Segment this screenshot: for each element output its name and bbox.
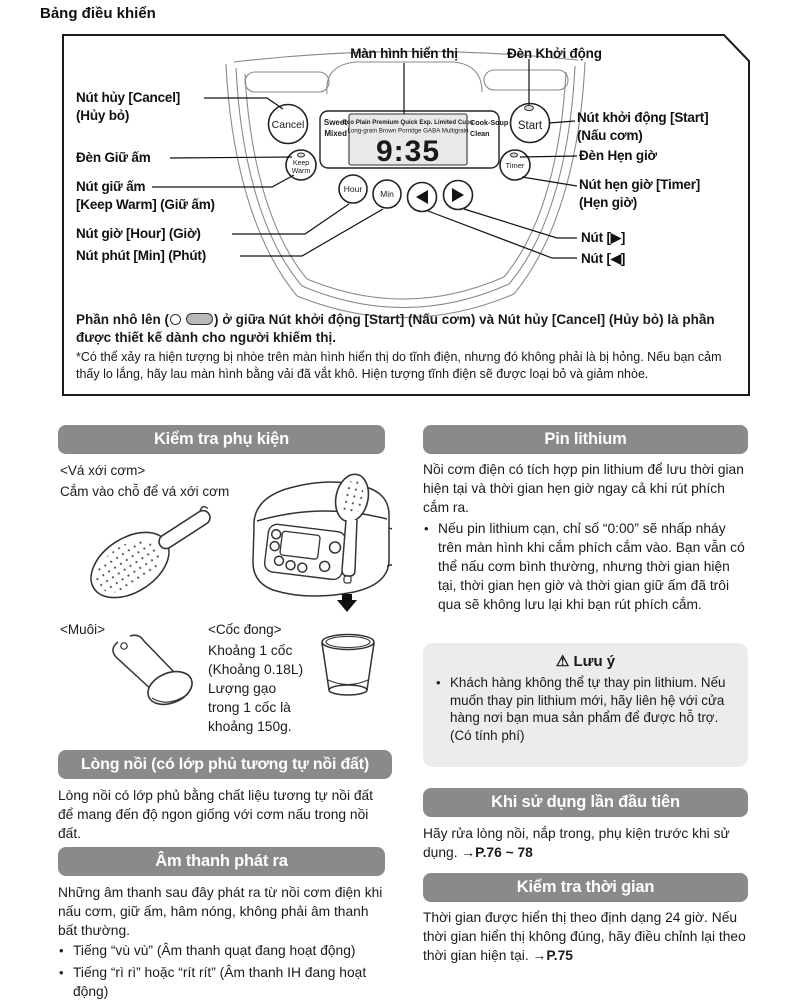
ladle-label: <Muôi> bbox=[60, 622, 106, 637]
start-led bbox=[525, 106, 534, 111]
time-check-body bbox=[423, 908, 750, 965]
label-start-button bbox=[577, 109, 708, 145]
page-title: Bảng điều khiển bbox=[40, 5, 156, 22]
diagram-note-small: *Có thể xảy ra hiện tượng bị nhòe trên màn hình hiển thị do tĩnh điện, nhưng đó không phải là bị hỏng. Nếu bạn cảm thấy lo lắng, hãy lau màn hình bằng vải đã vắt khô. Hiện tượng tĩnh điện sẽ được loại bỏ và giảm nhòe. bbox=[76, 350, 722, 381]
label-keep-warm-lamp: Đèn Giữ ấm bbox=[76, 150, 151, 165]
label-hour-button: Nút giờ [Hour] (Giờ) bbox=[76, 226, 201, 241]
label-timer-line2: (Hẹn giờ) bbox=[579, 195, 638, 210]
raised-dot-circle-icon bbox=[170, 314, 181, 325]
cancel-button-text: Cancel bbox=[271, 119, 305, 131]
first-use-text: Hãy rửa lòng nồi, nắp trong, phụ kiện trước khi sử dụng. bbox=[423, 826, 730, 860]
lcd-time: 9:35 bbox=[375, 135, 441, 168]
caution-title bbox=[435, 652, 736, 670]
label-cancel-button bbox=[76, 89, 180, 125]
label-start-lamp: Đèn Khởi động bbox=[507, 46, 602, 61]
min-button-text: Min bbox=[380, 189, 394, 199]
caution-bullet bbox=[435, 674, 736, 744]
label-cancel-line2: (Hủy bỏ) bbox=[76, 108, 130, 123]
lcd-mode-cooksoup: Cook-Soup bbox=[470, 118, 509, 127]
label-min-button: Nút phút [Min] (Phút) bbox=[76, 248, 206, 263]
note-text-after-icons: ) ở giữa Nút khởi động [Start] (Nấu cơm) và Nút hủy [Cancel] (Hủy bỏ) là phần được thiết kế dành cho người khiếm thị. bbox=[76, 312, 715, 345]
hour-button-text: Hour bbox=[343, 184, 363, 194]
cooker-body-arcs bbox=[226, 51, 585, 317]
lcd-mode-mixed: Mixed bbox=[324, 129, 347, 138]
cup-line: khoảng 150g. bbox=[208, 719, 292, 734]
cup-line: Khoảng 1 cốc bbox=[208, 643, 293, 658]
lcd-mode-row2: Long-grain Brown Porridge GABA Multigrain bbox=[347, 127, 469, 135]
cup-line: Lượng gạo bbox=[208, 681, 277, 696]
cup-label: <Cốc đong> bbox=[208, 622, 282, 637]
section-header-accessories: Kiểm tra phụ kiện bbox=[58, 425, 385, 454]
label-keep-warm-line1: Nút giữ ấm bbox=[76, 179, 146, 194]
keep-warm-text-2: Warm bbox=[291, 168, 311, 175]
paddle-label: <Vá xới cơm> bbox=[60, 463, 146, 478]
first-use-page-ref: →P.76 ~ 78 bbox=[461, 845, 533, 860]
sounds-bullets bbox=[58, 941, 390, 1000]
first-use-body bbox=[423, 824, 750, 862]
diagram-note bbox=[76, 311, 736, 382]
ladle-illustration bbox=[113, 635, 197, 710]
cup-line: (Khoảng 0.18L) bbox=[208, 662, 304, 677]
bullet-icon: • bbox=[424, 521, 429, 536]
time-check-text: Thời gian được hiển thị theo định dạng 24 giờ. Nếu thời gian hiển thị không đúng, hãy điều chỉnh lại theo thời gian hiện tại. bbox=[423, 910, 746, 963]
label-keep-warm-line2: [Keep Warm] (Giữ ấm) bbox=[76, 197, 215, 212]
label-right-arrow-button: Nút [▶] bbox=[581, 230, 626, 245]
section-header-first-use: Khi sử dụng lần đầu tiên bbox=[423, 788, 748, 817]
keep-warm-led bbox=[298, 153, 305, 157]
label-cancel-line1: Nút hủy [Cancel] bbox=[76, 90, 181, 105]
timer-led bbox=[511, 153, 518, 157]
rice-paddle-illustration bbox=[79, 490, 225, 611]
lcd-mode-sweet: Sweet bbox=[323, 118, 347, 127]
section-header-time-check: Kiểm tra thời gian bbox=[423, 873, 748, 902]
bullet-icon: • bbox=[436, 675, 441, 690]
rice-cooker-illustration bbox=[253, 471, 392, 612]
time-check-page-ref: →P.75 bbox=[532, 948, 573, 963]
lcd-mode-row1: Eco Plain Premium Quick Exp. Limited Cups bbox=[342, 119, 474, 126]
measuring-cup-illustration bbox=[322, 635, 374, 696]
lcd-mode-clean: Clean bbox=[470, 129, 490, 138]
sound-bullet-1-text: Tiếng “vù vù” (Âm thanh quạt đang hoạt động) bbox=[73, 943, 356, 958]
section-header-lithium: Pin lithium bbox=[423, 425, 748, 454]
sounds-body: Những âm thanh sau đây phát ra từ nồi cơm điện khi nấu cơm, giữ ấm, hâm nóng, không phải âm thanh bất thường. bbox=[58, 885, 383, 938]
cup-description bbox=[208, 641, 323, 736]
label-left-arrow-button: Nút [◀] bbox=[581, 251, 626, 266]
label-start-line1: Nút khởi động [Start] bbox=[577, 110, 709, 125]
sound-bullet-1 bbox=[58, 941, 390, 960]
sound-bullet-2 bbox=[58, 963, 390, 1000]
paddle-caption: Cắm vào chỗ để vá xới cơm bbox=[60, 484, 230, 499]
section-header-inner-pot: Lòng nồi (có lớp phủ tương tự nồi đất) bbox=[58, 750, 392, 779]
caution-bullet-text: Khách hàng không thể tự thay pin lithium. Nếu muốn thay pin lithium mới, hãy liên hệ với cửa hàng nơi bạn mua sản phẩm để được hỗ trợ. (Có tính phí) bbox=[450, 675, 726, 743]
control-panel-diagram bbox=[62, 34, 750, 396]
keep-warm-text-1: Keep bbox=[292, 160, 310, 167]
down-arrow-glyph bbox=[337, 594, 357, 612]
label-keep-warm-button bbox=[76, 178, 215, 214]
caution-box bbox=[423, 643, 748, 767]
label-timer-button bbox=[579, 176, 700, 212]
caution-title-text: Lưu ý bbox=[573, 653, 616, 670]
label-timer-line1: Nút hẹn giờ [Timer] bbox=[579, 177, 701, 192]
bullet-icon: • bbox=[59, 943, 64, 958]
label-display: Màn hình hiển thị bbox=[350, 46, 458, 61]
diagram-note-bold bbox=[76, 311, 736, 346]
lithium-body: Nồi cơm điện có tích hợp pin lithium để lưu thời gian hiện tại và thời gian hẹn giờ ngay cả khi rút phích cắm ra. bbox=[423, 462, 744, 515]
section-header-sounds: Âm thanh phát ra bbox=[58, 847, 385, 876]
note-text-before-icons: Phần nhô lên ( bbox=[76, 312, 169, 327]
warning-icon: ⚠ bbox=[555, 653, 570, 670]
lithium-bullet-text: Nếu pin lithium cạn, chỉ số “0:00” sẽ nhấp nháy trên màn hình khi cắm phích cắm vào. Bạn vẫn có thể nấu cơm bình thường, nhưng thời gian hiện tại, thời gian hẹn giờ và thời gian giữ ấm đã trôi qua sẽ không lưu lại khi bạn rút phích cắm. bbox=[438, 521, 745, 612]
lithium-bullet bbox=[423, 519, 750, 617]
start-button-text: Start bbox=[517, 120, 543, 132]
cup-line: trong 1 cốc là bbox=[208, 700, 291, 715]
bullet-icon: • bbox=[59, 965, 64, 980]
sound-bullet-2-text: Tiếng “rì rì” hoặc “rít rít” (Âm thanh IH đang hoạt động) bbox=[73, 965, 367, 999]
timer-button-text: Timer bbox=[505, 161, 525, 170]
raised-bar-icon bbox=[186, 313, 213, 325]
inner-pot-body: Lòng nồi có lớp phủ bằng chất liệu tương tự nồi đất để mang đến độ ngon giống với cơm nấu trong nồi đất. bbox=[58, 788, 374, 841]
label-start-line2: (Nấu cơm) bbox=[577, 128, 643, 143]
label-timer-lamp: Đèn Hẹn giờ bbox=[579, 148, 657, 163]
inserted-paddle bbox=[331, 471, 372, 583]
